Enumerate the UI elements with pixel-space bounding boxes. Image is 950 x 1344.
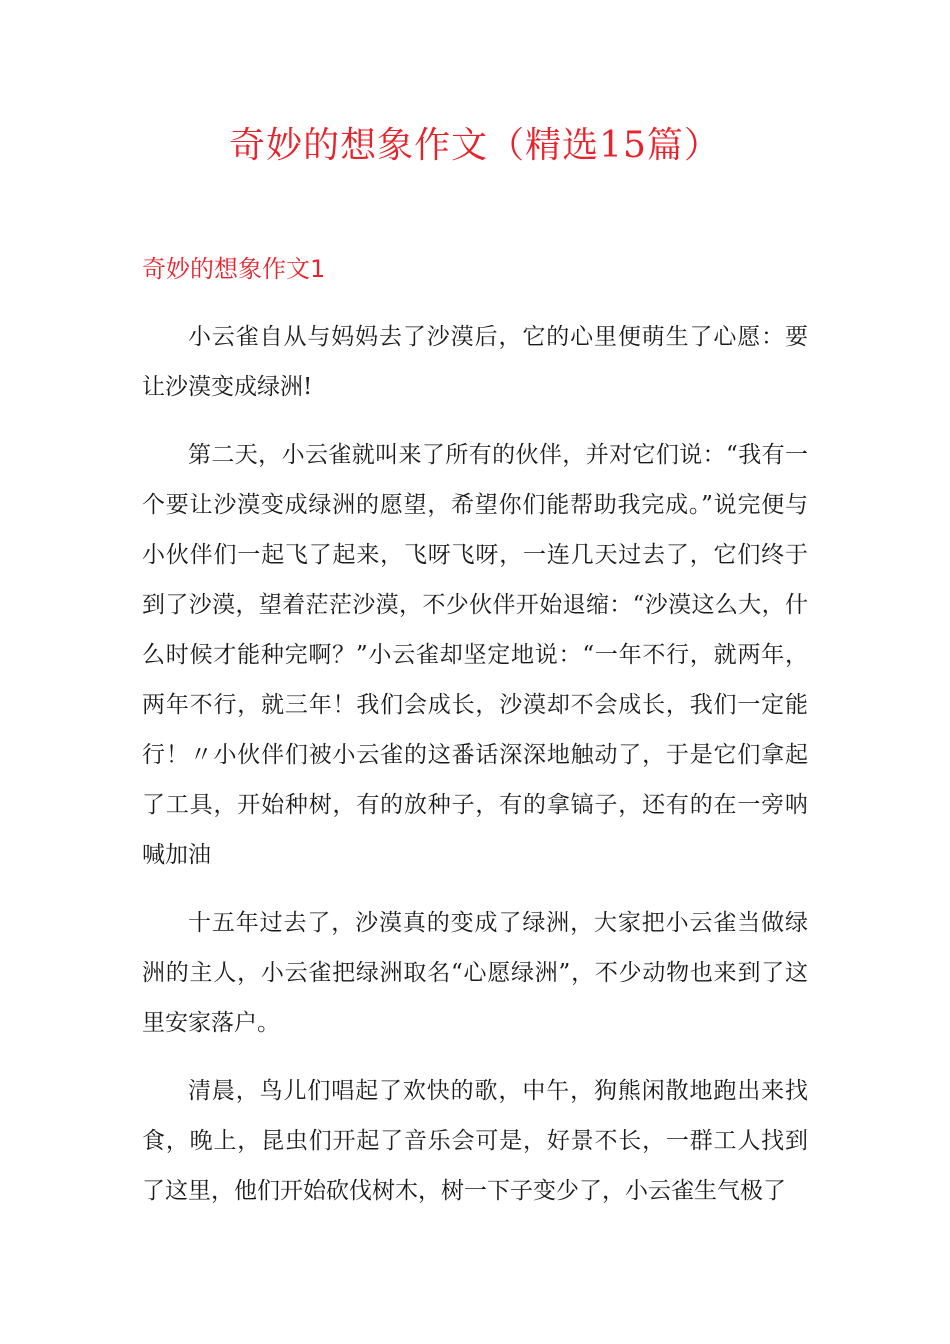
document-body — [142, 312, 808, 1234]
paragraph-4: 清晨，鸟儿们唱起了欢快的歌，中午，狗熊闲散地跑出来找食，晚上，昆虫们开起了音乐会可是，好景不长，一群工人找到了这里，他们开始砍伐树木，树一下子变少了，小云雀生气极了 — [142, 1078, 808, 1204]
paragraph-2: 第二天，小云雀就叫来了所有的伙伴，并对它们说：“我有一个要让沙漠变成绿洲的愿望，希望你们能帮助我完成。”说完便与小伙伴们一起飞了起来，飞呀飞呀，一连几天过去了，它们终于到了沙漠，望着茫茫沙漠，不少伙伴开始退缩：“沙漠这么大，什么时候才能种完啊？”小云雀却坚定地说：“一年不行，就两年，两年不行，就三年！我们会成长，沙漠却不会成长，我们一定能行！〃小伙伴们被小云雀的这番话深深地触动了，于是它们拿起了工具，开始种树，有的放种子，有的拿镐子，还有的在一旁呐喊加油 — [142, 442, 808, 868]
section-heading: 奇妙的想象作文1 — [142, 255, 326, 283]
paragraph-3: 十五年过去了，沙漠真的变成了绿洲，大家把小云雀当做绿洲的主人，小云雀把绿洲取名“心愿绿洲”，不少动物也来到了这里安家落户。 — [142, 910, 808, 1036]
paragraph-1: 小云雀自从与妈妈去了沙漠后，它的心里便萌生了心愿：要让沙漠变成绿洲! — [142, 324, 808, 400]
document-title: 奇妙的想象作文（精选15篇） — [229, 125, 721, 166]
